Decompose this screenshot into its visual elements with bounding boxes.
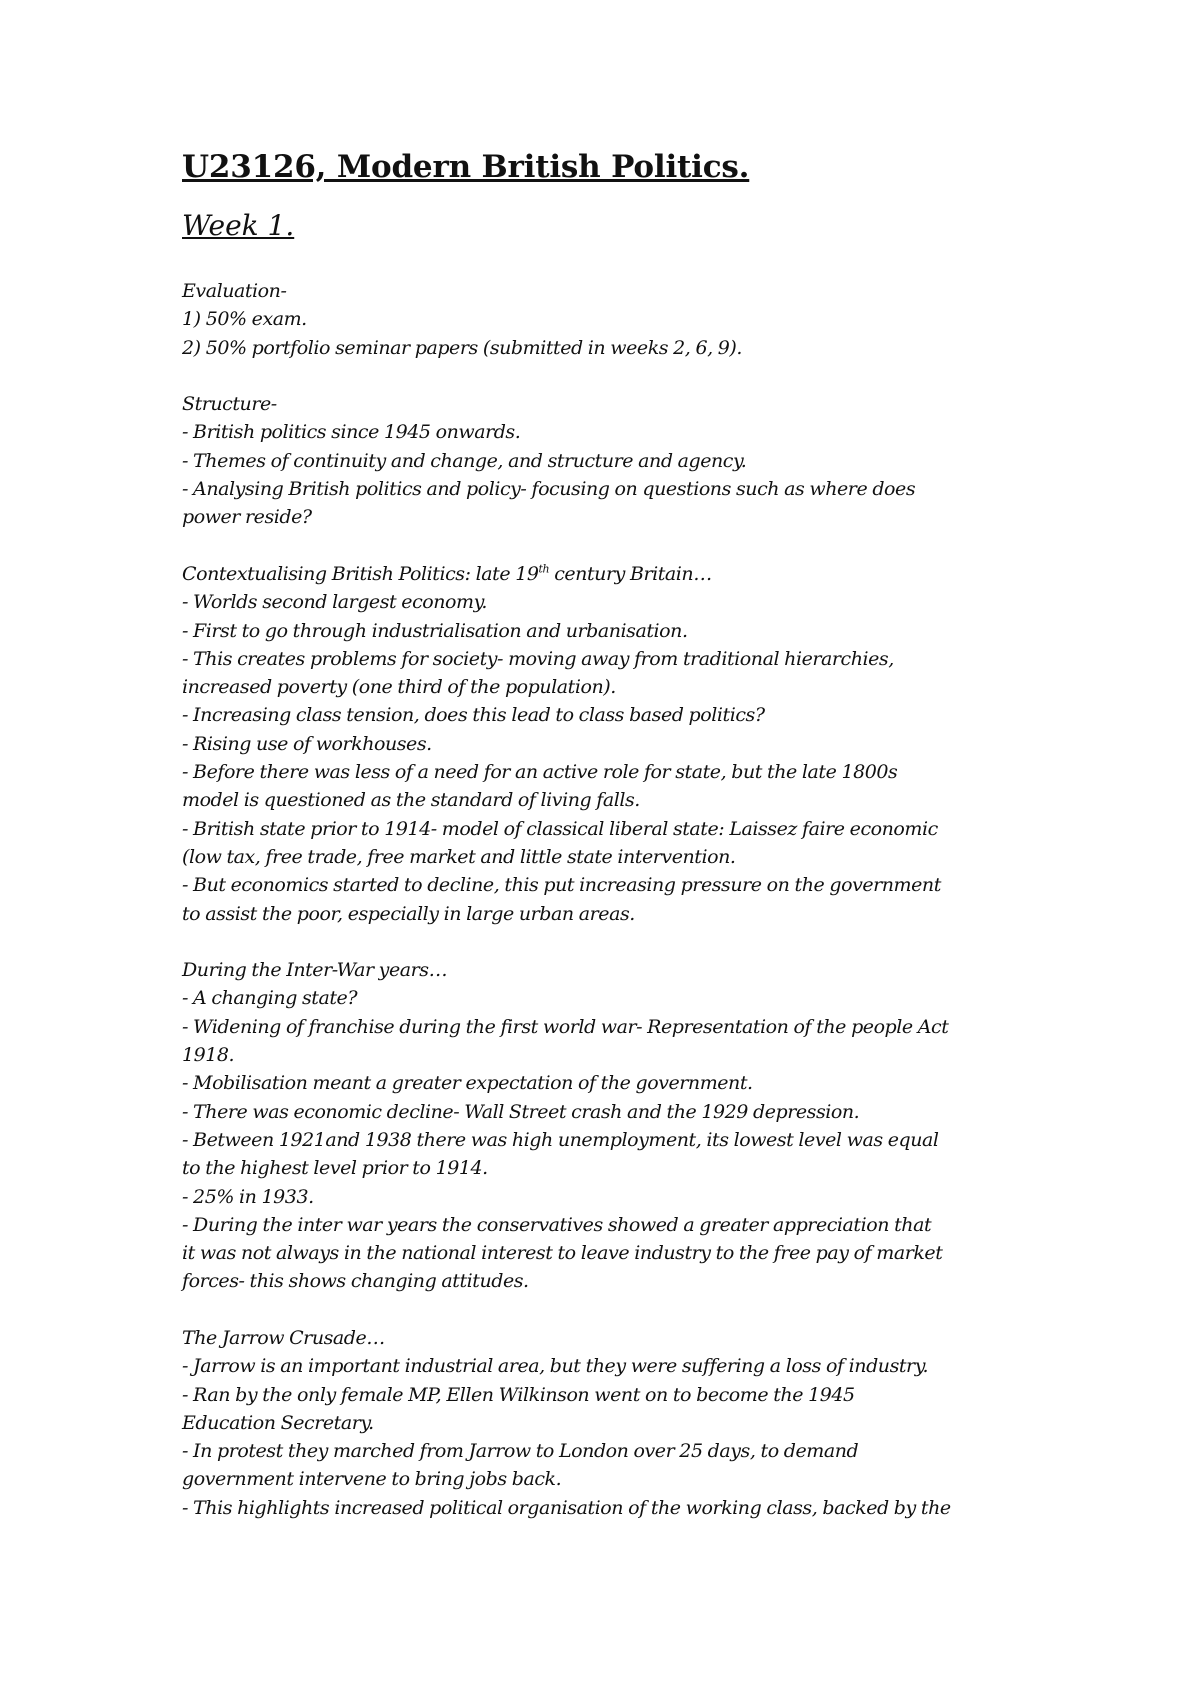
section-heading (182, 560, 1062, 588)
text-line: - Rising use of workhouses. (182, 732, 432, 755)
text-line: - British state prior to 1914- model of classical liberal state: Laissez faire economic (182, 817, 938, 840)
text-line: government intervene to bring jobs back. (182, 1468, 562, 1491)
text-line: - Ran by the only female MP, Ellen Wilkinson went on to become the 1945 (182, 1383, 855, 1406)
text-line: - Analysing British politics and policy- focusing on questions such as where does (182, 478, 916, 501)
text-line: - Themes of continuity and change, and structure and agency. (182, 449, 747, 472)
heading-text: Contextualising British Politics: late 19 (182, 562, 539, 585)
context-section (182, 560, 1062, 928)
text-line: Education Secretary. (182, 1411, 374, 1434)
text-line: - This highlights increased political organisation of the working class, backed by the (182, 1496, 951, 1519)
superscript: th (538, 562, 550, 576)
text-line: model is questioned as the standard of living falls. (182, 789, 640, 812)
text-line: forces- this shows changing attitudes. (182, 1270, 529, 1293)
text-line: - In protest they marched from Jarrow to London over 25 days, to demand (182, 1440, 859, 1463)
section-heading: Evaluation- (182, 280, 287, 302)
spacer (182, 1296, 1062, 1324)
structure-section (182, 390, 1062, 531)
text-line: it was not always in the national interest to leave industry to the free pay of market (182, 1242, 943, 1265)
text-line: to assist the poor, especially in large urban areas. (182, 902, 635, 925)
text-line: - 25% in 1933. (182, 1185, 314, 1208)
text-line: - Jarrow is an important industrial area, but they were suffering a loss of industry. (182, 1355, 929, 1378)
week-heading: Week 1. (182, 209, 295, 242)
text-line: - Increasing class tension, does this lead to class based politics? (182, 704, 765, 727)
spacer (182, 362, 1062, 390)
document-title: U23126, Modern British Politics. (182, 149, 750, 185)
text-line: - Mobilisation meant a greater expectation of the government. (182, 1072, 753, 1095)
text-line: power reside? (182, 506, 312, 529)
interwar-section (182, 956, 1062, 1296)
text-line: - First to go through industrialisation and urbanisation. (182, 619, 688, 642)
text-line: - This creates problems for society- moving away from traditional hierarchies, (182, 647, 894, 670)
text-line: (low tax, free trade, free market and little state intervention. (182, 845, 736, 868)
text-line: - Between 1921and 1938 there was high unemployment, its lowest level was equal (182, 1128, 939, 1151)
text-line: to the highest level prior to 1914. (182, 1157, 488, 1180)
text-line: 1) 50% exam. (182, 308, 307, 331)
text-line: 2) 50% portfolio seminar papers (submitted in weeks 2, 6, 9). (182, 336, 742, 359)
text-line: - British politics since 1945 onwards. (182, 421, 521, 444)
section-heading: During the Inter-War years… (182, 959, 448, 982)
jarrow-section (182, 1324, 1062, 1522)
section-heading: Structure- (182, 393, 277, 416)
spacer (182, 532, 1062, 560)
text-line: - But economics started to decline, this put increasing pressure on the government (182, 874, 941, 897)
document-page (182, 140, 1062, 1522)
text-line: - During the inter war years the conservatives showed a greater appreciation that (182, 1213, 932, 1236)
text-line: - Before there was less of a need for an active role for state, but the late 1800s (182, 761, 898, 784)
text-line: - There was economic decline- Wall Street crash and the 1929 depression. (182, 1100, 860, 1123)
heading-text: century Britain… (549, 562, 712, 585)
text-line: 1918. (182, 1044, 235, 1067)
evaluation-section (182, 277, 1062, 362)
text-line: - Worlds second largest economy. (182, 591, 487, 614)
text-line: - A changing state? (182, 987, 358, 1010)
spacer (182, 928, 1062, 956)
spacer (182, 248, 1062, 277)
text-line: increased poverty (one third of the population). (182, 676, 616, 699)
section-heading: The Jarrow Crusade… (182, 1326, 385, 1349)
text-line: - Widening of franchise during the first world war- Representation of the people Act (182, 1015, 949, 1038)
